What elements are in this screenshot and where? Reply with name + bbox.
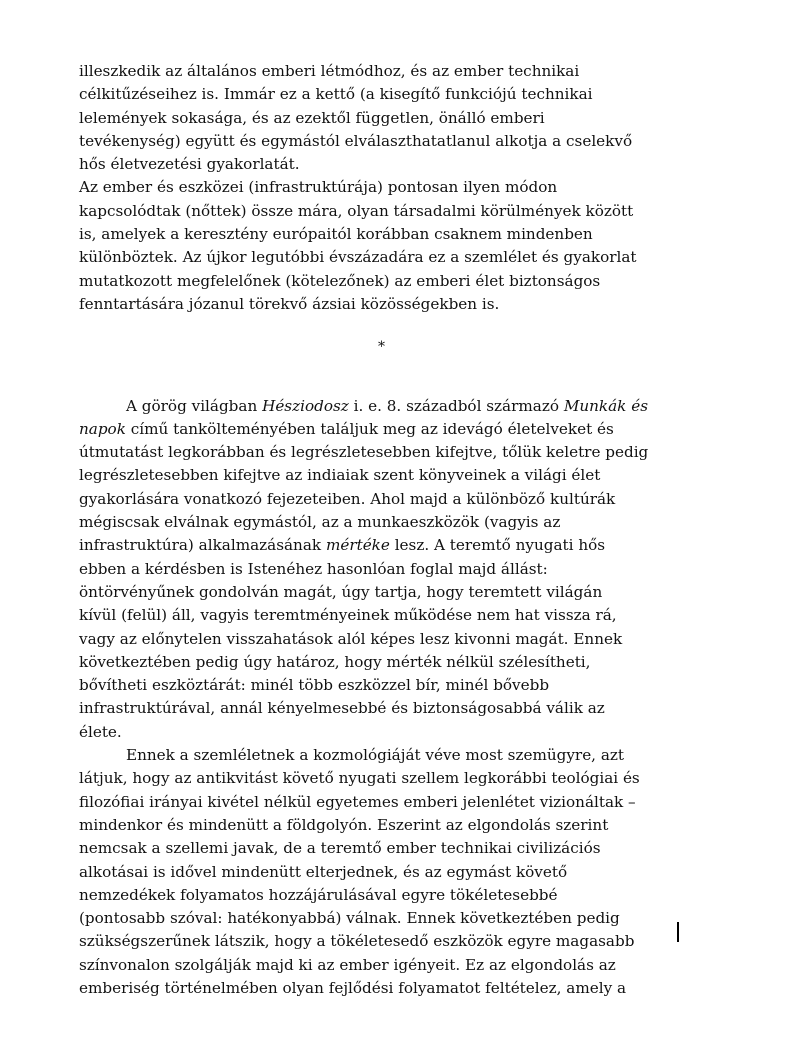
italic-title: napok xyxy=(79,419,126,438)
text-line: Ennek a szemléletnek a kozmológiáját véve most szemügyre, azt xyxy=(126,746,624,765)
text-line: vagy az előnytelen visszahatások alól képes lesz kivonni magát. Ennek xyxy=(79,629,623,648)
text-line: tevékenység) együtt és egymástól elválaszthatatlanul alkotja a cselekvő xyxy=(79,131,633,150)
paragraph-cosmology xyxy=(79,744,684,1000)
text-line: mutatkozott megfelelőnek (kötelezőnek) az emberi élet biztonságos xyxy=(79,271,601,290)
italic-name: Hésziodosz xyxy=(262,396,349,415)
text-line: fenntartására józanul törekvő ázsiai közösségekben is. xyxy=(79,294,500,313)
text-line: illeszkedik az általános emberi létmódhoz, és az ember technikai xyxy=(79,62,580,80)
text-line: emberiség történelmében olyan fejlődési folyamatot feltételez, amely a xyxy=(79,978,627,997)
text-line: lelemények sokasága, és az ezektől független, önálló emberi xyxy=(79,108,545,127)
paragraph-intro xyxy=(79,60,684,316)
text-line: bővítheti eszköztárát: minél több eszközzel bír, minél bővebb xyxy=(79,676,550,695)
text-line: filozófiai irányai kivétel nélkül egyetemes emberi jelenlétet vizionáltak – xyxy=(79,792,636,811)
section-separator: * xyxy=(378,339,385,356)
text-line: nemzedékek folyamatos hozzájárulásával egyre tökéletesebbé xyxy=(79,885,558,904)
text-line: kívül (felül) áll, vagyis teremtményeinek működése nem hat vissza rá, xyxy=(79,606,617,625)
text-line: alkotásai is idővel mindenütt elterjednek, és az egymást követő xyxy=(79,862,568,881)
text-line: infrastruktúra) alkalmazásának mértéke lesz. A teremtő nyugati hős xyxy=(79,536,606,555)
text-line: nemcsak a szellemi javak, de a teremtő ember technikai civilizációs xyxy=(79,839,601,858)
text-line: mindenkor és mindenütt a földgolyón. Eszerint az elgondolás szerint xyxy=(79,815,609,834)
text-line: kapcsolódtak (nőttek) össze mára, olyan társadalmi körülmények között xyxy=(79,201,634,220)
text-line: következtében pedig úgy határoz, hogy mérték nélkül szélesítheti, xyxy=(79,652,591,671)
italic-word: mértéke xyxy=(325,536,390,555)
text-line: infrastruktúrával, annál kényelmesebbé és biztonságosabbá válik az xyxy=(79,699,605,718)
text-line: ebben a kérdésben is Istenéhez hasonlóan foglal majd állást: xyxy=(79,559,548,578)
text-line: öntörvényűnek gondolván magát, úgy tartja, hogy teremtett világán xyxy=(79,582,603,601)
text-line: élete. xyxy=(79,722,122,741)
text-line: látjuk, hogy az antikvitást követő nyugati szellem legkorábbi teológiai és xyxy=(79,769,640,788)
text-line: napok című tankölteményében találjuk meg az idevágó életelveket és xyxy=(79,419,614,438)
text-line: színvonalon szolgálják majd ki az ember igényeit. Ez az elgondolás az xyxy=(79,955,616,974)
text-line: gyakorlására vonatkozó fejezeteiben. Ahol majd a különböző kultúrák xyxy=(79,489,616,508)
text-line: különböztek. Az újkor legutóbbi évszázadára ez a szemlélet és gyakorlat xyxy=(79,248,637,267)
text-line: útmutatást legkorábban és legrészletesebben kifejtve, tőlük keletre pedig xyxy=(79,443,649,462)
text-line: legrészletesebben kifejtve az indiaiak szent könyveinek a világi élet xyxy=(79,466,601,485)
text-line: szükségszerűnek látszik, hogy a tökéletesedő eszközök egyre magasabb xyxy=(79,932,635,951)
text-line: hős életvezetési gyakorlatát. xyxy=(79,155,300,174)
paragraph-hesiod xyxy=(79,395,684,744)
italic-title: Munkák és xyxy=(563,396,648,415)
text-line: célkitűzéseihez is. Immár ez a kettő (a kisegítő funkciójú technikai xyxy=(79,85,593,104)
text-line: (pontosabb szóval: hatékonyabbá) válnak. Ennek következtében pedig xyxy=(79,909,620,928)
text-line: A görög világban Hésziodosz i. e. 8. századból származó Munkák és xyxy=(126,396,648,415)
text-cursor[interactable] xyxy=(677,922,679,942)
text-line: Az ember és eszközei (infrastruktúrája) pontosan ilyen módon xyxy=(79,178,558,197)
text-line: is, amelyek a keresztény európaitól korábban csaknem mindenben xyxy=(79,225,593,244)
text-line: mégiscsak elválnak egymástól, az a munkaeszközök (vagyis az xyxy=(79,513,561,532)
document-page xyxy=(79,60,684,1000)
